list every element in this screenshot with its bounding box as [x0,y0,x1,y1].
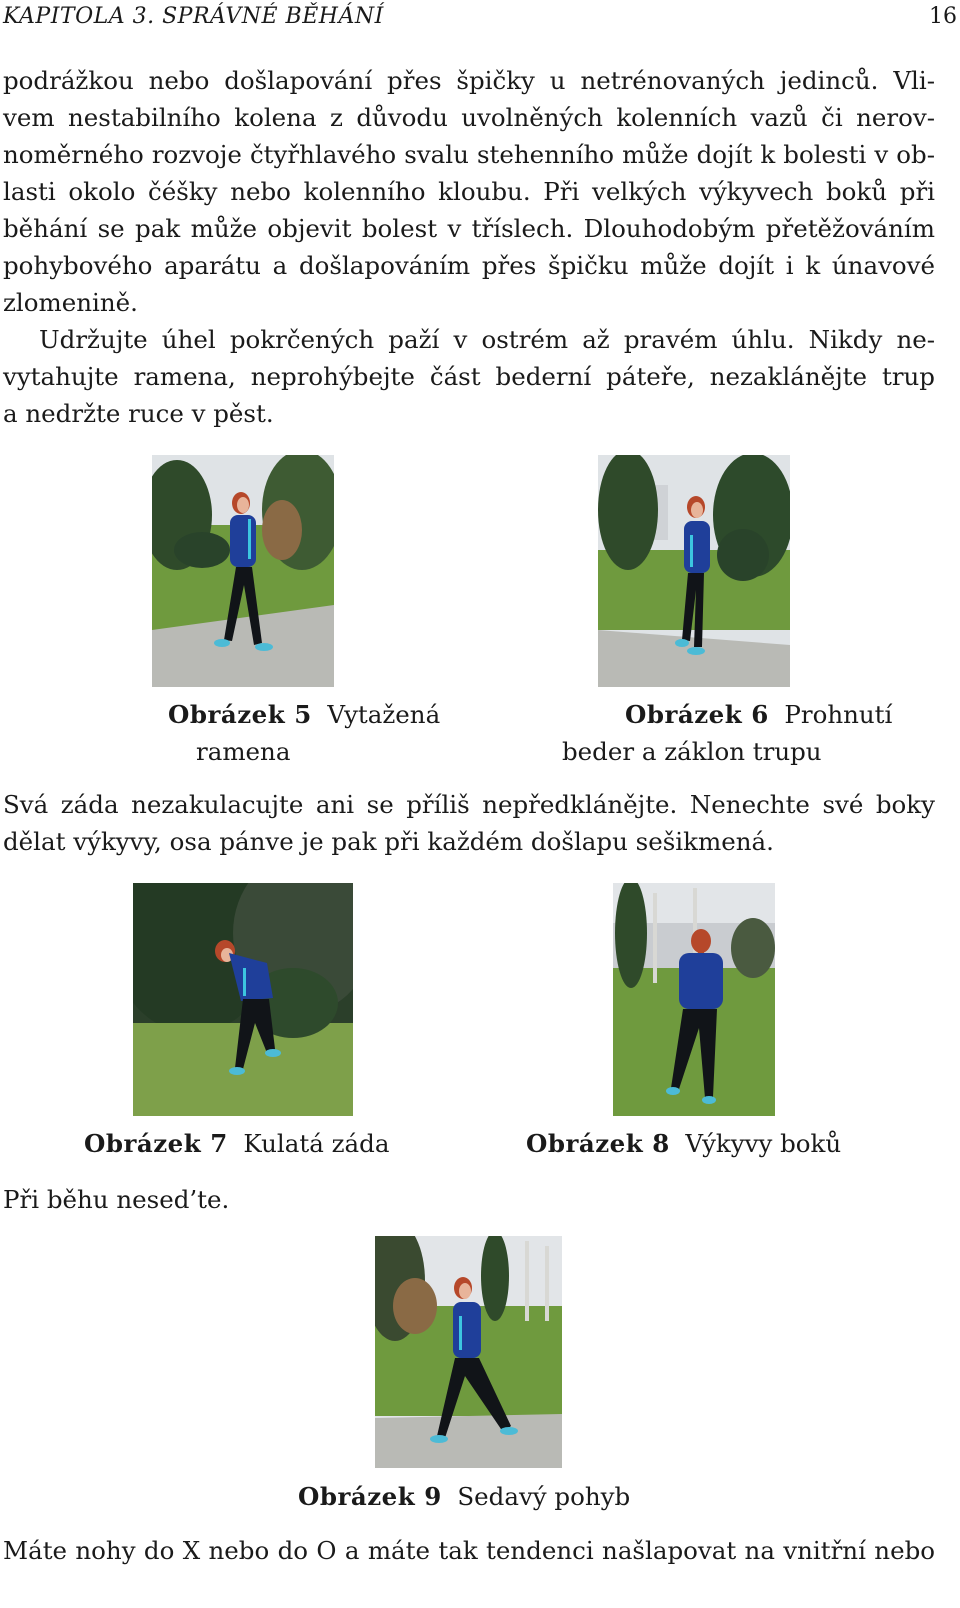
figure-6-caption-text: Prohnutí [784,700,893,729]
figure-7-caption-text: Kulatá záda [243,1129,390,1158]
text-line: vem nestabilního kolena z důvodu uvolněných kolenních vazů či nerov- [3,103,935,132]
figure-8-caption-text: Výkyvy boků [685,1129,842,1158]
figure-6-label: Obrázek 6 [625,700,769,729]
figure-7-caption [84,1125,414,1162]
runner-photo-9 [375,1236,562,1468]
paragraph-back [3,786,935,860]
figure-9-photo [375,1236,562,1468]
figure-5-caption [152,696,472,770]
figure-7-photo [133,883,353,1116]
text-line: Udržujte úhel pokrčených paží v ostrém až pravém úhlu. Nikdy ne- [39,325,935,354]
figure-9-caption [298,1478,658,1515]
text-line: Máte nohy do X nebo do O a máte tak tendenci našlapovat na vnitřní nebo [3,1536,935,1565]
figure-8-caption [526,1125,886,1162]
text-line: vytahujte ramena, neprohýbejte část bederní páteře, nezaklánějte trup [3,362,935,391]
figure-8-label: Obrázek 8 [526,1129,670,1158]
paragraph-injuries [3,62,935,321]
runner-photo-8 [613,883,775,1116]
figure-5-caption-text-2: ramena [196,737,291,766]
runner-photo-6 [598,455,790,687]
paragraph-legs [3,1532,935,1569]
text-line: zlomenině. [3,288,138,317]
text-line: Svá záda nezakulacujte ani se příliš nepředklánějte. Nenechte své boky [3,790,935,819]
page-number: 16 [929,4,957,29]
paragraph-arms [3,321,935,432]
runner-photo-7 [133,883,353,1116]
text-line: podrážkou nebo došlapování přes špičky u netrénovaných jedinců. Vli- [3,66,935,95]
text-line: Při běhu nesed’te. [3,1185,230,1214]
figure-5-caption-text: Vytažená [327,700,441,729]
figure-6-caption [552,696,922,770]
text-line: dělat výkyvy, osa pánve je pak při každém došlapu sešikmená. [3,827,774,856]
runner-photo-5 [152,455,334,687]
paragraph-sitting [3,1181,935,1218]
chapter-title: KAPITOLA 3. SPRÁVNÉ BĚHÁNÍ [3,4,384,29]
text-line: lasti okolo čéšky nebo kolenního kloubu. Při velkých výkyvech boků při [3,177,935,206]
figure-5-label: Obrázek 5 [168,700,312,729]
text-line: pohybového aparátu a došlapováním přes špičku může dojít i k únavové [3,251,935,280]
figure-9-label: Obrázek 9 [298,1482,442,1511]
text-line: noměrného rozvoje čtyřhlavého svalu stehenního může dojít k bolesti v ob- [3,140,935,169]
text-line: a nedržte ruce v pěst. [3,399,274,428]
figure-8-photo [613,883,775,1116]
figure-6-photo [598,455,790,687]
figure-9-caption-text: Sedavý pohyb [457,1482,631,1511]
text-line: běhání se pak může objevit bolest v tříslech. Dlouhodobým přetěžováním [3,214,935,243]
running-header [3,4,957,32]
figure-7-label: Obrázek 7 [84,1129,228,1158]
figure-6-caption-text-2: beder a záklon trupu [562,737,822,766]
figure-5-photo [152,455,334,687]
